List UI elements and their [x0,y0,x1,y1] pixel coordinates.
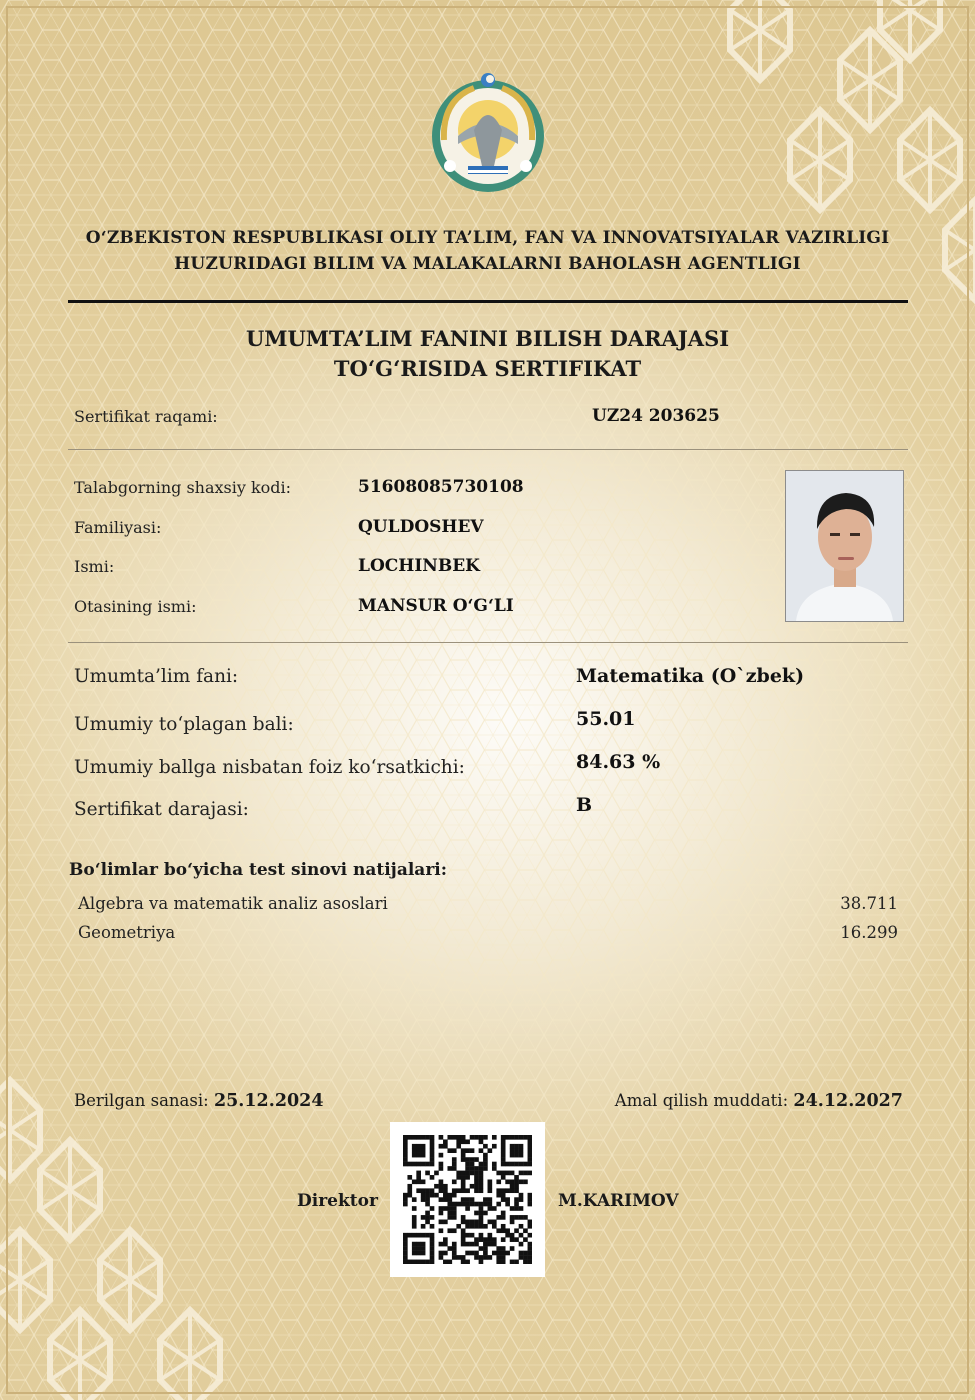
personal-code-label: Talabgorning shaxsiy kodi: [74,478,292,497]
section-row-score: 16.299 [840,923,898,942]
agency-title: HUZURIDAGI BILIM VA MALAKALARNI BAHOLASH AGENTLIGI [174,254,801,274]
certificate-title-line1: UMUMTA’LIM FANINI BILISH DARAJASI [245,326,730,351]
section-row-name: Algebra va matematik analiz asoslari [78,894,388,913]
section-row-name: Geometriya [78,923,176,942]
ministry-title: O‘ZBEKISTON RESPUBLIKASI OLIY TA’LIM, FAN VA INNOVATSIYALAR VAZIRLIGI [85,228,890,248]
subject-value: Matematika (O`zbek) [576,665,805,687]
certificate-title-line2: TO‘G‘RISIDA SERTIFIKAT [333,356,642,381]
divider [68,449,908,450]
name-label: Ismi: [74,557,115,576]
certificate-number-label: Sertifikat raqami: [74,407,218,426]
valid-label: Amal qilish muddati: [614,1091,789,1110]
issued-label: Berilgan sanasi: [74,1091,209,1110]
state-emblem-icon [424,70,552,198]
level-value: B [576,794,593,816]
subject-label: Umumta’lim fani: [74,666,239,687]
percent-value: 84.63 % [576,751,661,773]
director-label: Direktor [297,1191,378,1211]
score-value: 55.01 [576,708,636,730]
certificate-number-value: UZ24 203625 [592,406,720,426]
valid-value: 24.12.2027 [793,1091,903,1111]
header-divider [68,300,908,303]
surname-label: Familiyasi: [74,518,162,537]
patronymic-value: MANSUR O‘G‘LI [358,596,514,616]
valid-until-date [615,1091,903,1111]
director-name: M.KARIMOV [558,1191,679,1211]
personal-code-value: 51608085730108 [358,477,524,497]
score-label: Umumiy to‘plagan bali: [74,714,294,735]
level-label: Sertifikat darajasi: [74,799,249,820]
issued-date [74,1091,324,1111]
divider [68,642,908,643]
issued-value: 25.12.2024 [213,1091,324,1111]
percent-label: Umumiy ballga nisbatan foiz ko‘rsatkichi: [74,757,465,778]
patronymic-label: Otasining ismi: [74,597,197,616]
section-row-score: 38.711 [840,894,898,913]
sections-heading: Bo‘limlar bo‘yicha test sinovi natijalari: [69,860,448,880]
surname-value: QULDOSHEV [358,517,484,537]
qr-code-icon[interactable] [390,1122,545,1277]
name-value: LOCHINBEK [358,556,480,576]
applicant-photo [785,470,904,622]
